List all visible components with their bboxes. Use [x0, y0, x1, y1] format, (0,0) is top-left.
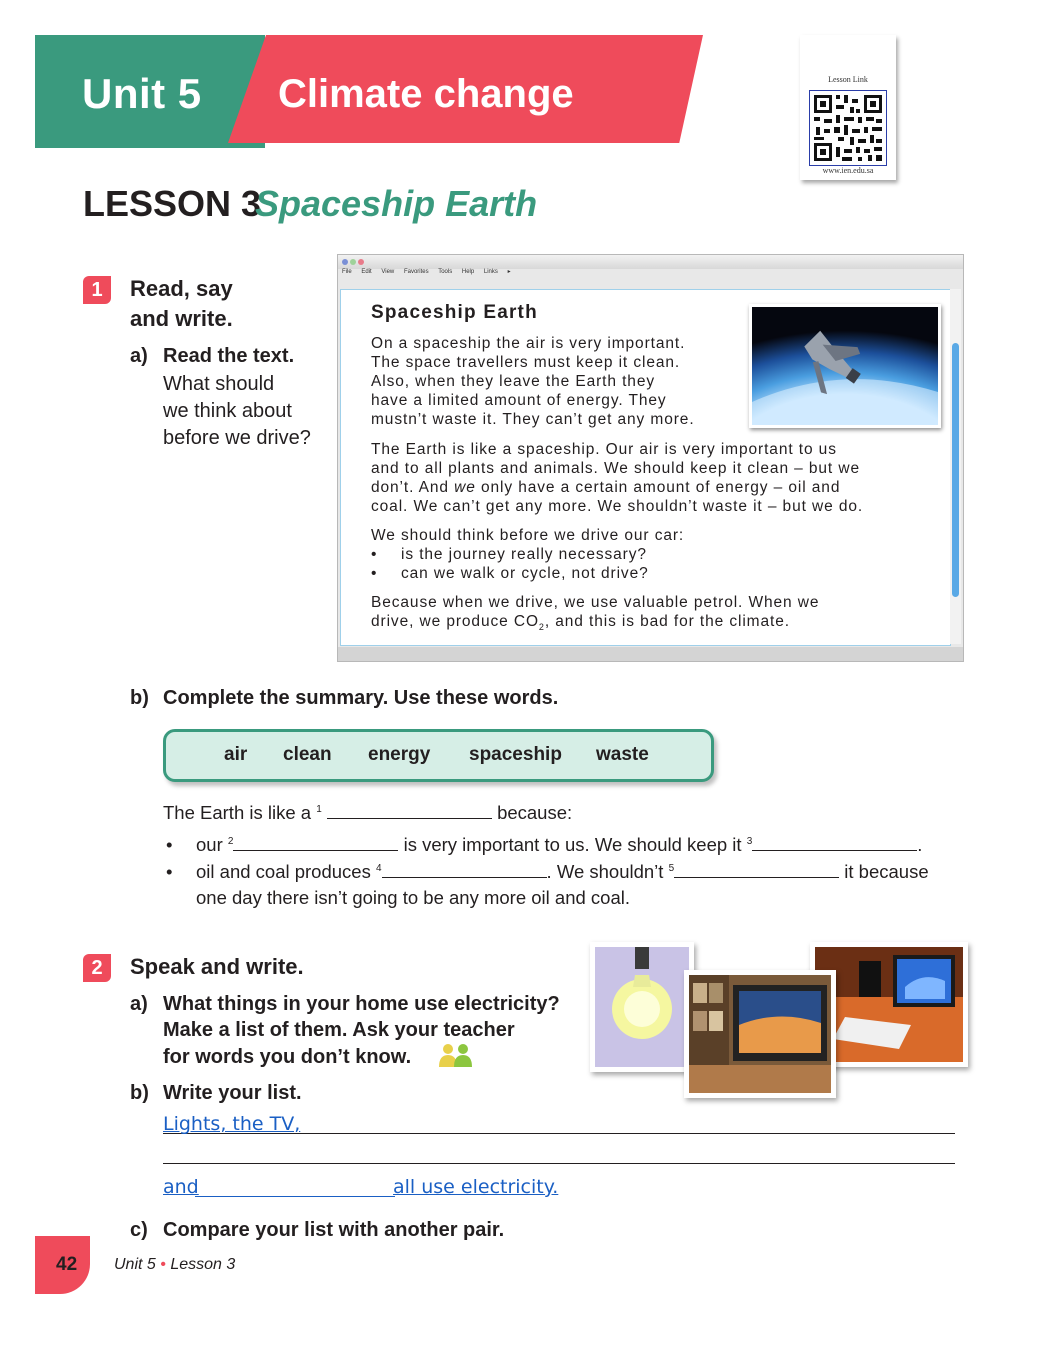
- space-shuttle-image: [749, 304, 941, 428]
- article-text: only have a certain amount of energy – oil and: [475, 479, 841, 496]
- article-title: Spaceship Earth: [371, 302, 538, 323]
- blank-1[interactable]: [327, 804, 492, 819]
- article-line: have a limited amount of energy. They: [371, 392, 667, 409]
- handwritten-answer-and: and: [163, 1176, 199, 1198]
- article-paragraph-4: [371, 593, 819, 637]
- footer-lesson-label: [114, 1256, 235, 1274]
- summary-line-3: [196, 861, 929, 883]
- footer-dot: •: [160, 1256, 166, 1273]
- menu-links[interactable]: Links: [483, 269, 498, 275]
- scrollbar-thumb[interactable]: [952, 343, 959, 597]
- browser-titlebar: [338, 255, 963, 269]
- browser-window: [337, 254, 964, 662]
- item-a-line: What things in your home use electricity?: [163, 993, 560, 1015]
- word-air: air: [224, 744, 248, 765]
- item-a-line: before we drive?: [163, 427, 311, 449]
- exercise-1-heading-line1: Read, say: [130, 276, 233, 301]
- summary-bullet: •: [166, 834, 173, 855]
- article-emphasis: we: [454, 479, 476, 496]
- footer-unit: Unit 5: [114, 1256, 156, 1273]
- menu-file[interactable]: File: [342, 269, 352, 275]
- bullet: •: [371, 546, 378, 563]
- article-text: drive, we produce CO: [371, 613, 539, 630]
- blank-2[interactable]: [233, 836, 398, 851]
- item-a-title: Read the text.: [163, 345, 295, 367]
- window-zoom-icon[interactable]: [358, 259, 364, 265]
- article-line: The Earth is like a spaceship. Our air is very important to us: [371, 441, 837, 458]
- blank-number: 4: [375, 862, 382, 874]
- subscript: 2: [538, 622, 545, 633]
- article-line: Also, when they leave the Earth they: [371, 373, 655, 390]
- article-paragraph-3: [371, 526, 684, 583]
- article-text: don’t. And: [371, 479, 455, 496]
- blank-number: 3: [746, 835, 753, 847]
- menu-help[interactable]: Help: [461, 269, 475, 275]
- summary-line-1: [163, 802, 572, 824]
- pair-work-icon: [437, 1043, 475, 1072]
- handwritten-blank[interactable]: [195, 1196, 395, 1197]
- word-waste: waste: [596, 744, 649, 765]
- exercise-1-badge: 1: [83, 276, 111, 304]
- summary-bullet: •: [166, 861, 173, 882]
- article-line: On a spaceship the air is very important.: [371, 335, 686, 352]
- qr-card[interactable]: [800, 35, 896, 180]
- lesson-label: LESSON 3: [83, 183, 262, 224]
- browser-menubar: [342, 268, 519, 275]
- item-a-line: What should: [163, 373, 275, 395]
- article-line: We should think before we drive our car:: [371, 527, 685, 544]
- item-a-marker: a): [130, 345, 148, 367]
- qr-label-bottom: www.ien.edu.sa: [822, 166, 874, 175]
- article-line: and to all plants and animals. We should keep it clean – but we: [371, 460, 860, 477]
- article-paragraph-1: [371, 334, 695, 429]
- exercise-2-badge: 2: [83, 954, 111, 982]
- article-line: [371, 612, 819, 637]
- item-c-marker: c): [130, 1219, 148, 1241]
- word-clean: clean: [283, 744, 332, 765]
- page-number: 42: [56, 1254, 78, 1275]
- summary-text: oil and coal produces: [196, 861, 371, 882]
- blank-5[interactable]: [674, 863, 839, 878]
- article-line: Because when we drive, we use valuable petrol. When we: [371, 594, 820, 611]
- word-spaceship: spaceship: [469, 744, 562, 765]
- window-minimize-icon[interactable]: [350, 259, 356, 265]
- item-a-line: for words you don’t know.: [163, 1046, 412, 1068]
- menu-edit[interactable]: Edit: [361, 269, 372, 275]
- unit-title: Climate change: [278, 72, 574, 116]
- bullet: •: [371, 565, 378, 582]
- footer-lesson: Lesson 3: [170, 1256, 236, 1273]
- summary-text: it because: [844, 861, 929, 882]
- handwritten-answer-end: all use electricity.: [393, 1176, 559, 1198]
- summary-text: our: [196, 834, 223, 855]
- menu-arrow-icon[interactable]: ▸: [507, 269, 511, 275]
- article-line: mustn’t waste it. They can’t get any more.: [371, 411, 695, 428]
- summary-text: is very important to us. We should keep it: [403, 834, 742, 855]
- television-photo: [684, 970, 836, 1098]
- summary-text: The Earth is like a: [163, 802, 312, 823]
- blank-number: 2: [227, 835, 234, 847]
- writing-line-2[interactable]: [163, 1163, 955, 1164]
- item-a-line: Make a list of them. Ask your teacher: [163, 1019, 515, 1041]
- blank-3[interactable]: [752, 836, 917, 851]
- bullet-text: is the journey really necessary?: [401, 546, 647, 563]
- article-text: , and this is bad for the climate.: [544, 613, 790, 630]
- item-a-line: we think about: [163, 400, 292, 422]
- browser-statusbar: [338, 647, 963, 661]
- menu-tools[interactable]: Tools: [438, 269, 453, 275]
- item-b-title: Complete the summary. Use these words.: [163, 687, 559, 709]
- item-c-title: Compare your list with another pair.: [163, 1219, 505, 1241]
- summary-line-2: [196, 834, 922, 856]
- item-b-title: Write your list.: [163, 1082, 302, 1104]
- bullet-text: can we walk or cycle, not drive?: [401, 565, 649, 582]
- browser-content: [340, 289, 951, 646]
- lesson-name: Spaceship Earth: [255, 183, 538, 224]
- unit-label: Unit 5: [82, 70, 202, 117]
- menu-view[interactable]: View: [381, 269, 395, 275]
- handwritten-answer-1: Lights, the TV,: [163, 1113, 301, 1135]
- article-paragraph-2: [371, 440, 941, 516]
- exercise-2-heading: Speak and write.: [130, 954, 304, 979]
- summary-text: . We shouldn’t: [546, 861, 664, 882]
- article-line: [371, 478, 941, 497]
- blank-number: 1: [316, 803, 322, 815]
- word-energy: energy: [368, 744, 431, 765]
- article-line: The space travellers must keep it clean.: [371, 354, 681, 371]
- article-bullet-item: [371, 545, 684, 564]
- article-bullet-item: [371, 564, 684, 583]
- item-a-marker: a): [130, 993, 148, 1015]
- qr-code-icon[interactable]: [809, 90, 887, 166]
- summary-line-4: one day there isn’t going to be any more oil and coal.: [196, 887, 631, 908]
- word-box: [163, 729, 714, 782]
- article-line: coal. We can’t get any more. We shouldn’t waste it – but we do.: [371, 498, 864, 515]
- qr-label-top: Lesson Link: [828, 75, 868, 84]
- summary-text: because:: [497, 802, 573, 823]
- menu-favorites[interactable]: Favorites: [403, 269, 429, 275]
- blank-4[interactable]: [382, 863, 547, 878]
- item-b-marker: b): [130, 687, 149, 709]
- item-b-marker: b): [130, 1082, 149, 1104]
- window-close-icon[interactable]: [342, 259, 348, 265]
- summary-text: .: [917, 834, 923, 855]
- lightbulb-photo: [590, 942, 694, 1072]
- blank-number: 5: [668, 862, 675, 874]
- exercise-1-heading-line2: and write.: [130, 306, 233, 331]
